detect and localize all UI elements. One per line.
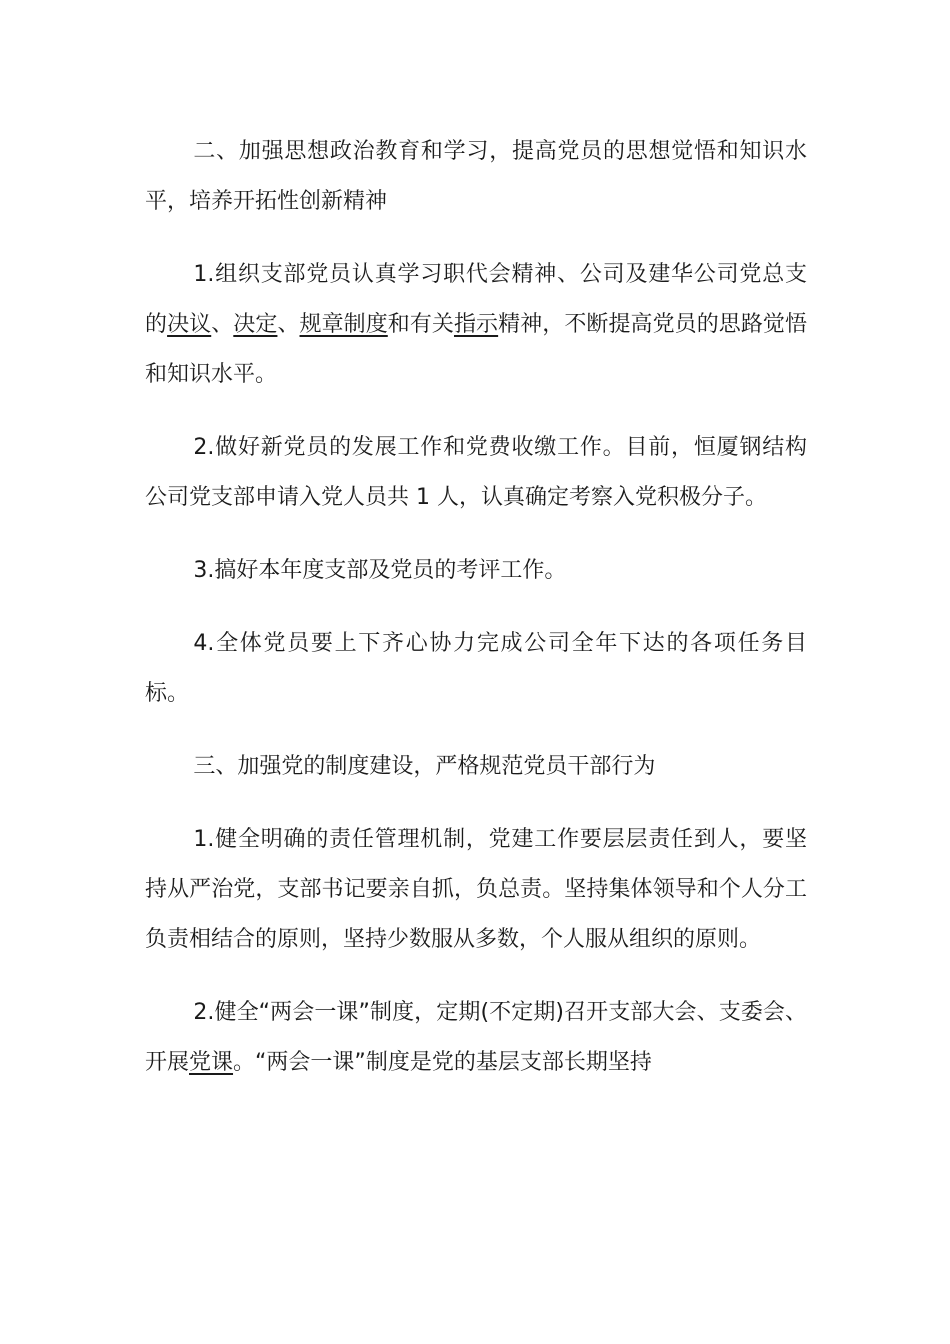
link-resolution[interactable]: 决议 <box>167 312 212 337</box>
section-heading-3: 三、加强党的制度建设，严格规范党员干部行为 <box>193 754 656 779</box>
link-regulations[interactable]: 规章制度 <box>299 312 388 337</box>
paragraph-item-1 <box>145 250 807 400</box>
text-run: 和有关 <box>387 312 454 337</box>
text-run: 。“两会一课”制度是党的基层支部长期坚持 <box>233 1050 652 1075</box>
text-run: 1.组织支部党员认真学习职代会精神、公司及建华公司党总支的 <box>145 262 807 337</box>
text-run: 、 <box>277 312 300 337</box>
text-run: 精神，不断提高党员的思路觉悟和知识水平。 <box>145 312 807 387</box>
paragraph-item-3: 3.搞好本年度支部及党员的考评工作。 <box>193 558 567 583</box>
paragraph-item-2: 2.做好新党员的发展工作和党费收缴工作。目前，恒厦钢结构公司党支部申请入党人员共 1 人，认真确定考察入党积极分子。 <box>145 435 807 510</box>
link-party-lecture[interactable]: 党课 <box>189 1050 234 1075</box>
paragraph-item-6 <box>145 988 807 1088</box>
paragraph-item-4: 4.全体党员要上下齐心协力完成公司全年下达的各项任务目标。 <box>145 631 807 706</box>
link-instructions[interactable]: 指示 <box>453 312 499 337</box>
text-run: 、 <box>211 312 234 337</box>
paragraph-item-5: 1.健全明确的责任管理机制，党建工作要层层责任到人，要坚持从严治党，支部书记要亲自抓，负总责。坚持集体领导和个人分工负责相结合的原则，坚持少数服从多数，个人服从组织的原则。 <box>145 827 807 952</box>
document-body <box>145 127 807 1111</box>
text-run: 2.健全“两会一课”制度，定期(不定期)召开支部大会、支委会、开展 <box>145 1000 807 1075</box>
link-decision[interactable]: 决定 <box>233 312 278 337</box>
section-heading-2: 二、加强思想政治教育和学习，提高党员的思想觉悟和知识水平，培养开拓性创新精神 <box>145 139 807 214</box>
